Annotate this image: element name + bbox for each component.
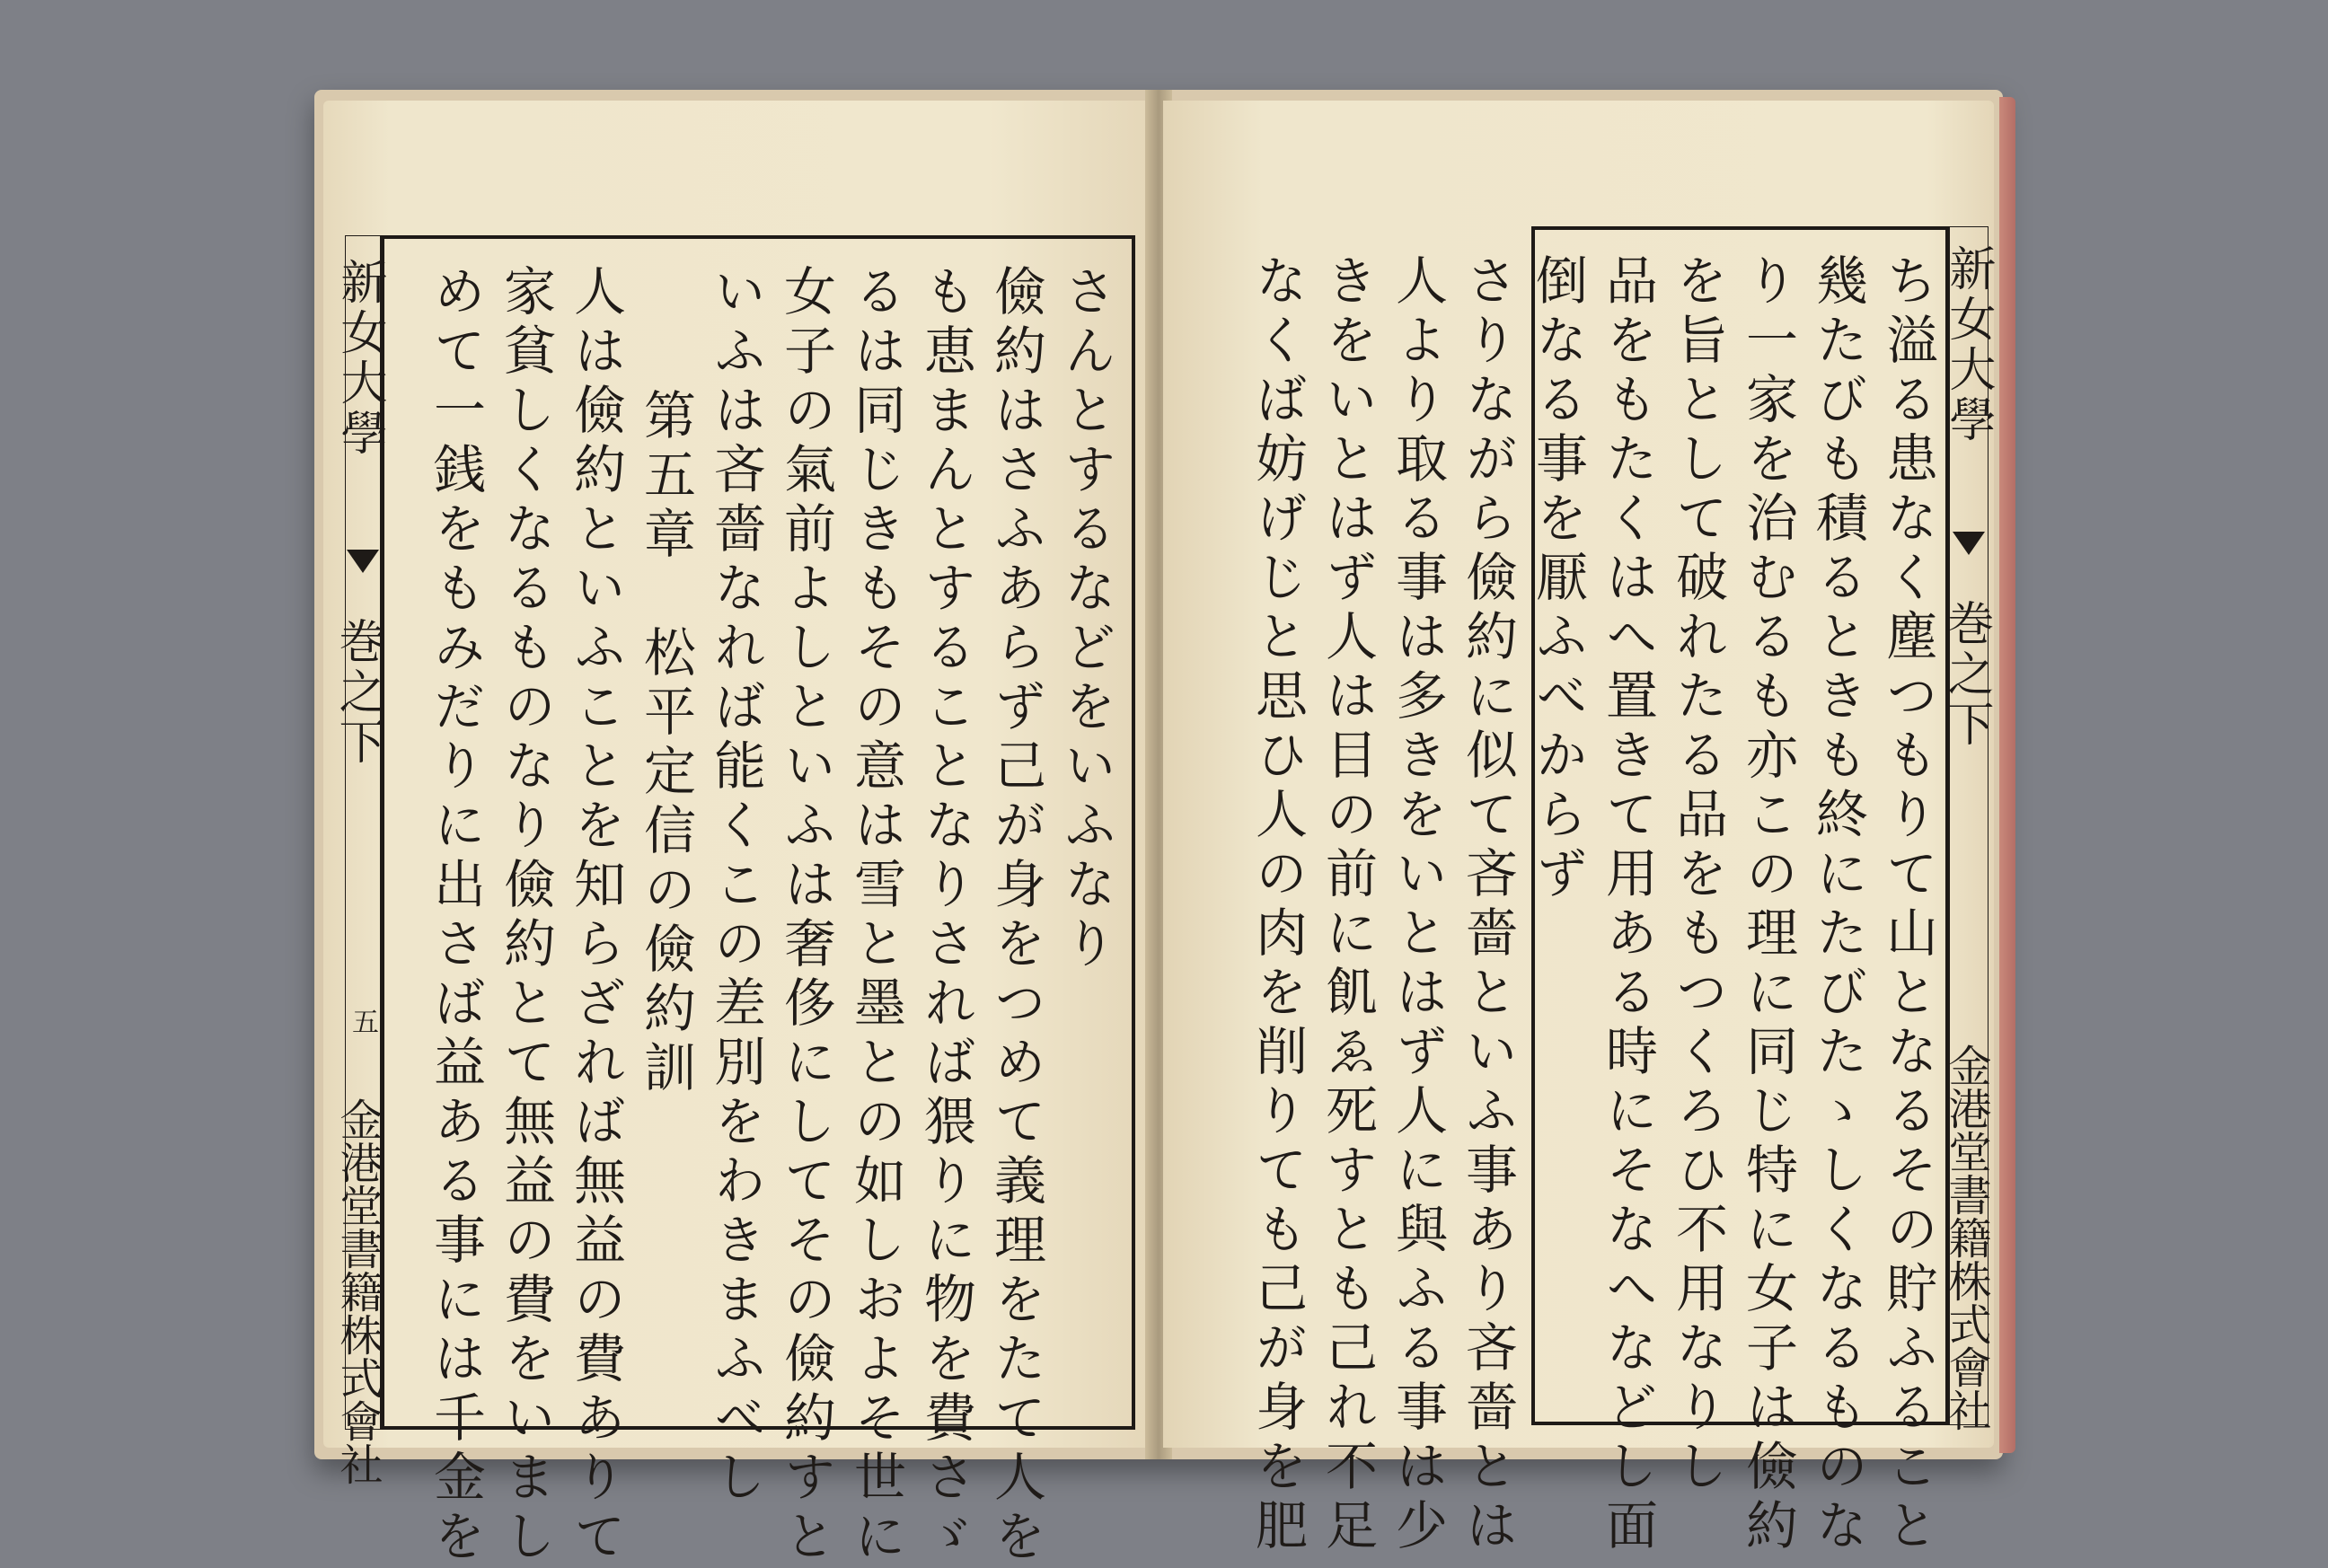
left-page (323, 101, 1154, 1568)
text-column: 家貧しくなるものなり儉約とて無益の費をいまし (495, 264, 556, 1568)
right-page (1163, 101, 1995, 1557)
text-column: 女子の氣前よしといふは奢侈にしてその儉約すと (775, 264, 836, 1568)
text-column: るは同じきもその意は雪と墨との如しおよそ世に (845, 264, 906, 1568)
text-column: さんとするなどをいふなり (1055, 264, 1116, 975)
text-column: めて一銭をもみだりに出さば益ある事には千金を (425, 264, 486, 1568)
chapter-heading: 第五章 松平定信の儉約訓 (635, 388, 696, 1099)
text-column: り一家を治むるも亦この理に同じ特に女子は儉約 (1737, 253, 1798, 1557)
text-column: なくば妨げじと思ひ人の肉を削りても己が身を肥 (1247, 253, 1308, 1557)
text-column: いふは吝嗇なれば能くこの差別をわきまふべし (705, 264, 766, 1509)
fish-tail-mark (347, 550, 379, 573)
left-masthead-title: 新女大學 (332, 258, 386, 459)
left-publisher: 金港堂書籍株式會社 (332, 1097, 383, 1485)
left-folio-number: 五 (347, 1008, 378, 1042)
text-column: 人より取る事は多きをいとはず人に與ふる事は少 (1387, 253, 1448, 1557)
text-column: を旨として破れたる品をもつくろひ不用なりし (1667, 253, 1728, 1498)
text-column: 幾たびも積るときも終にたびたゝしくなるものな (1807, 253, 1868, 1557)
book-edge (1999, 97, 2015, 1453)
fish-tail-mark (1953, 532, 1985, 555)
text-column: 品をもたくはへ置きて用ある時にそなへなどし面 (1597, 253, 1658, 1557)
right-volume-label: 巻之下 (1939, 599, 1993, 750)
right-masthead-title: 新女大學 (1941, 244, 1995, 445)
text-column: ち溢る患なく塵つもりて山となるその貯ふること (1877, 253, 1938, 1557)
text-column: さりながら儉約に似て吝嗇といふ事あり吝嗇とは (1457, 253, 1518, 1557)
text-column: も恵まんとすることなりされば猥りに物を費さゞ (915, 264, 976, 1568)
text-column: 儉約はさふあらず己が身をつめて義理をたて人を (985, 264, 1046, 1568)
open-book (314, 90, 2003, 1568)
text-column: 人は儉約といふことを知らざれば無益の費ありて (565, 264, 626, 1568)
left-volume-label: 巻之下 (331, 617, 384, 768)
text-column: 倒なる事を厭ふべからず (1527, 253, 1588, 905)
right-publisher: 金港堂書籍株式會社 (1941, 1044, 1991, 1431)
text-column: きをいとはず人は目の前に飢ゑ死すとも己れ不足 (1317, 253, 1378, 1557)
